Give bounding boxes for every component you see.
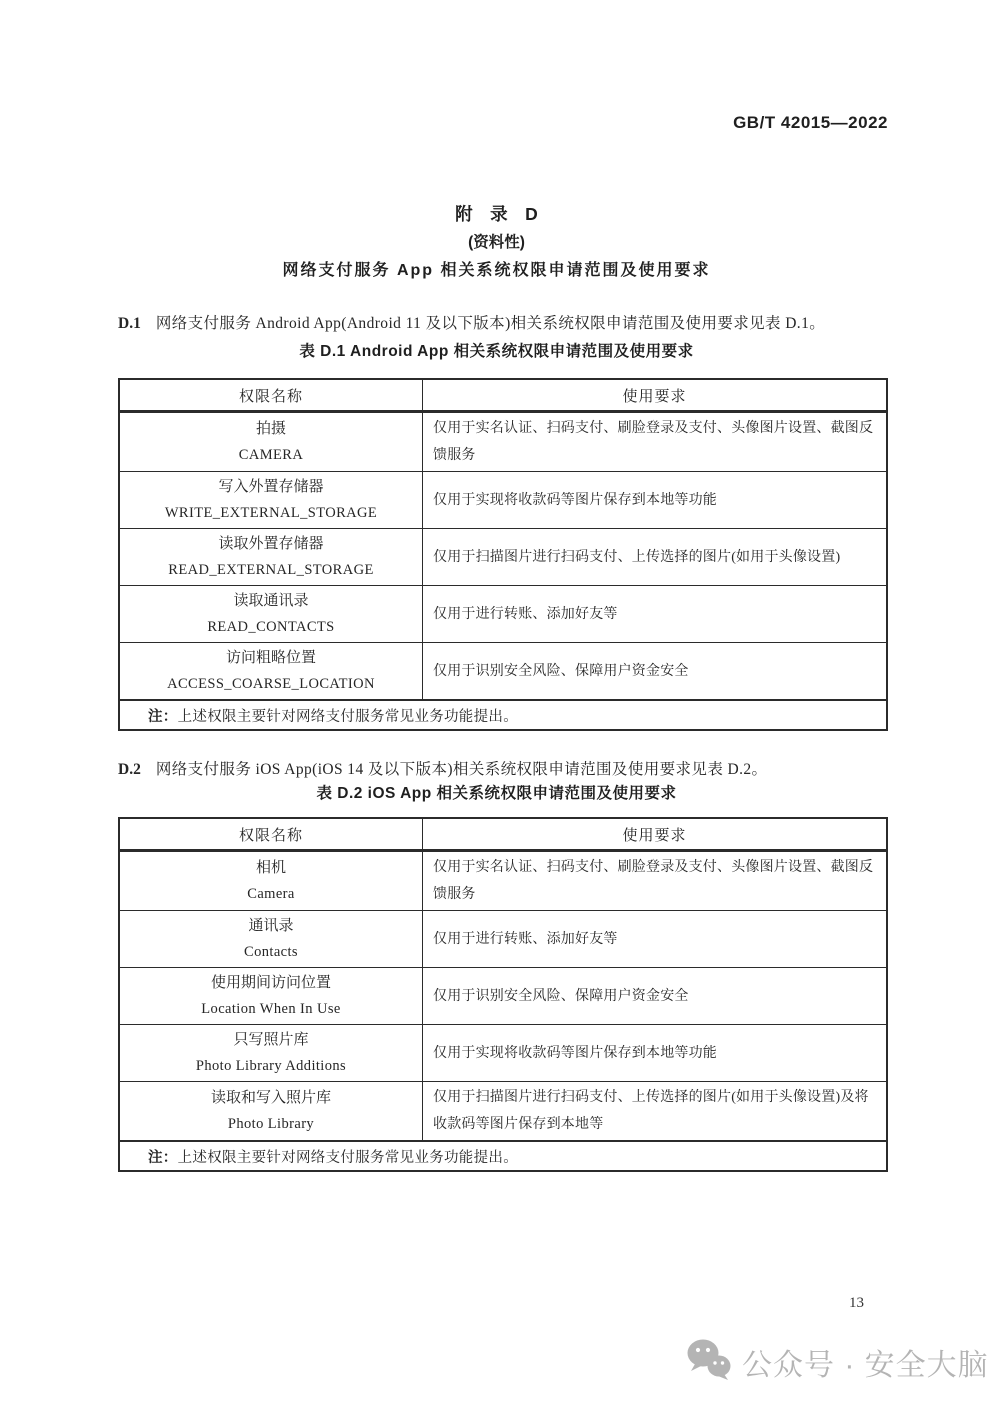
usage-cell [423, 968, 886, 1024]
permission-name-en: Photo Library Additions [195, 1058, 347, 1074]
usage-text: 仅用于实现将收款码等图片保存到本地等功能 [433, 492, 717, 508]
table-row [120, 1024, 886, 1081]
table-d2 [118, 817, 888, 1172]
column-header-permission: 权限名称 [120, 819, 423, 849]
clause-d1 [118, 313, 890, 335]
table-header-row [120, 819, 886, 852]
table-row [120, 967, 886, 1024]
page-number: 13 [849, 1295, 864, 1311]
permission-name-en: CAMERA [238, 447, 304, 463]
usage-text: 仅用于实名认证、扫码支付、刷脸登录及支付、头像图片设置、截图反馈服务 [433, 860, 874, 902]
clause-d2 [118, 759, 890, 781]
permission-name-en: ACCESS_COARSE_LOCATION [167, 676, 375, 692]
standard-code: GB/T 42015—2022 [733, 113, 888, 132]
table-d2-caption: 表 D.2 iOS App 相关系统权限申请范围及使用要求 [316, 785, 677, 802]
note-label: 注： [148, 1149, 178, 1166]
table-row [120, 528, 886, 585]
permission-cell [120, 643, 423, 699]
column-header-permission: 权限名称 [120, 380, 423, 410]
table-note [120, 705, 886, 726]
usage-text: 仅用于扫描图片进行扫码支付、上传选择的图片(如用于头像设置)及将收款码等图片保存到本地等 [433, 1090, 869, 1132]
table-note-row [120, 1140, 886, 1170]
note-label: 注： [148, 708, 178, 725]
clause-text: 网络支付服务 Android App(Android 11 及以下版本)相关系统权限申请范围及使用要求见表 D.1。 [155, 314, 826, 332]
permission-name-en: WRITE_EXTERNAL_STORAGE [164, 505, 378, 521]
usage-cell [423, 852, 886, 910]
permission-name-cn: 使用期间访问位置 [210, 975, 331, 991]
permission-cell [120, 1025, 423, 1081]
table-row [120, 471, 886, 528]
table-row [120, 1081, 886, 1140]
permission-name-en: READ_EXTERNAL_STORAGE [168, 562, 374, 578]
appendix-title-block [0, 202, 993, 282]
usage-text: 仅用于实现将收款码等图片保存到本地等功能 [433, 1045, 717, 1061]
usage-text: 仅用于扫描图片进行扫码支付、上传选择的图片(如用于头像设置) [433, 549, 841, 565]
usage-cell [423, 1025, 886, 1081]
permission-name-en: READ_CONTACTS [207, 619, 335, 635]
permission-cell [120, 586, 423, 642]
watermark [686, 1338, 989, 1385]
usage-text: 仅用于实名认证、扫码支付、刷脸登录及支付、头像图片设置、截图反馈服务 [433, 421, 874, 463]
watermark-text: 公众号 · 安全大脑 [742, 1348, 989, 1382]
table-row [120, 852, 886, 910]
table-header-row [120, 380, 886, 413]
table-note [120, 1146, 886, 1167]
table-row [120, 642, 886, 699]
usage-cell [423, 529, 886, 585]
usage-text: 仅用于识别安全风险、保障用户资金安全 [433, 988, 689, 1004]
note-text: 上述权限主要针对网络支付服务常见业务功能提出。 [177, 1149, 519, 1166]
usage-cell [423, 586, 886, 642]
permission-cell [120, 911, 423, 967]
clause-number: D.1 [118, 314, 141, 332]
permission-cell [120, 1082, 423, 1140]
permission-name-cn: 只写照片库 [233, 1032, 309, 1048]
table-row [120, 413, 886, 471]
column-header-usage: 使用要求 [622, 827, 687, 844]
usage-text: 仅用于进行转账、添加好友等 [433, 606, 618, 622]
usage-cell [423, 472, 886, 528]
permission-name-cn: 读取通讯录 [233, 593, 309, 609]
usage-cell [423, 911, 886, 967]
permission-name-cn: 拍摄 [255, 421, 286, 437]
permission-name-en: Location When In Use [201, 1001, 341, 1017]
permission-cell [120, 529, 423, 585]
clause-number: D.2 [118, 760, 141, 778]
permission-cell [120, 413, 423, 471]
permission-name-cn: 读取外置存储器 [218, 536, 324, 552]
usage-text: 仅用于进行转账、添加好友等 [433, 931, 618, 947]
table-note-row [120, 699, 886, 729]
permission-name-cn: 读取和写入照片库 [210, 1090, 331, 1106]
usage-cell [423, 1082, 886, 1140]
table-d1 [118, 378, 888, 731]
permission-name-cn: 访问粗略位置 [225, 650, 316, 666]
column-header-usage: 使用要求 [622, 388, 687, 405]
wechat-icon [686, 1338, 732, 1385]
permission-name-cn: 相机 [255, 860, 286, 876]
usage-cell [423, 643, 886, 699]
permission-cell [120, 472, 423, 528]
note-text: 上述权限主要针对网络支付服务常见业务功能提出。 [177, 708, 519, 725]
permission-name-en: Photo Library [227, 1116, 315, 1132]
permission-name-cn: 通讯录 [248, 918, 294, 934]
table-d1-caption: 表 D.1 Android App 相关系统权限申请范围及使用要求 [299, 343, 694, 360]
permission-name-en: Camera [247, 886, 295, 902]
table-row [120, 585, 886, 642]
permission-name-en: Contacts [244, 944, 298, 960]
appendix-title: 附 录 D [455, 204, 538, 224]
appendix-subtitle: (资料性) [468, 234, 525, 251]
usage-text: 仅用于识别安全风险、保障用户资金安全 [433, 663, 689, 679]
permission-name-cn: 写入外置存储器 [218, 479, 324, 495]
table-row [120, 910, 886, 967]
permission-cell [120, 852, 423, 910]
appendix-name: 网络支付服务 App 相关系统权限申请范围及使用要求 [282, 262, 711, 279]
usage-cell [423, 413, 886, 471]
clause-text: 网络支付服务 iOS App(iOS 14 及以下版本)相关系统权限申请范围及使用要求见表 D.2。 [155, 760, 768, 778]
permission-cell [120, 968, 423, 1024]
